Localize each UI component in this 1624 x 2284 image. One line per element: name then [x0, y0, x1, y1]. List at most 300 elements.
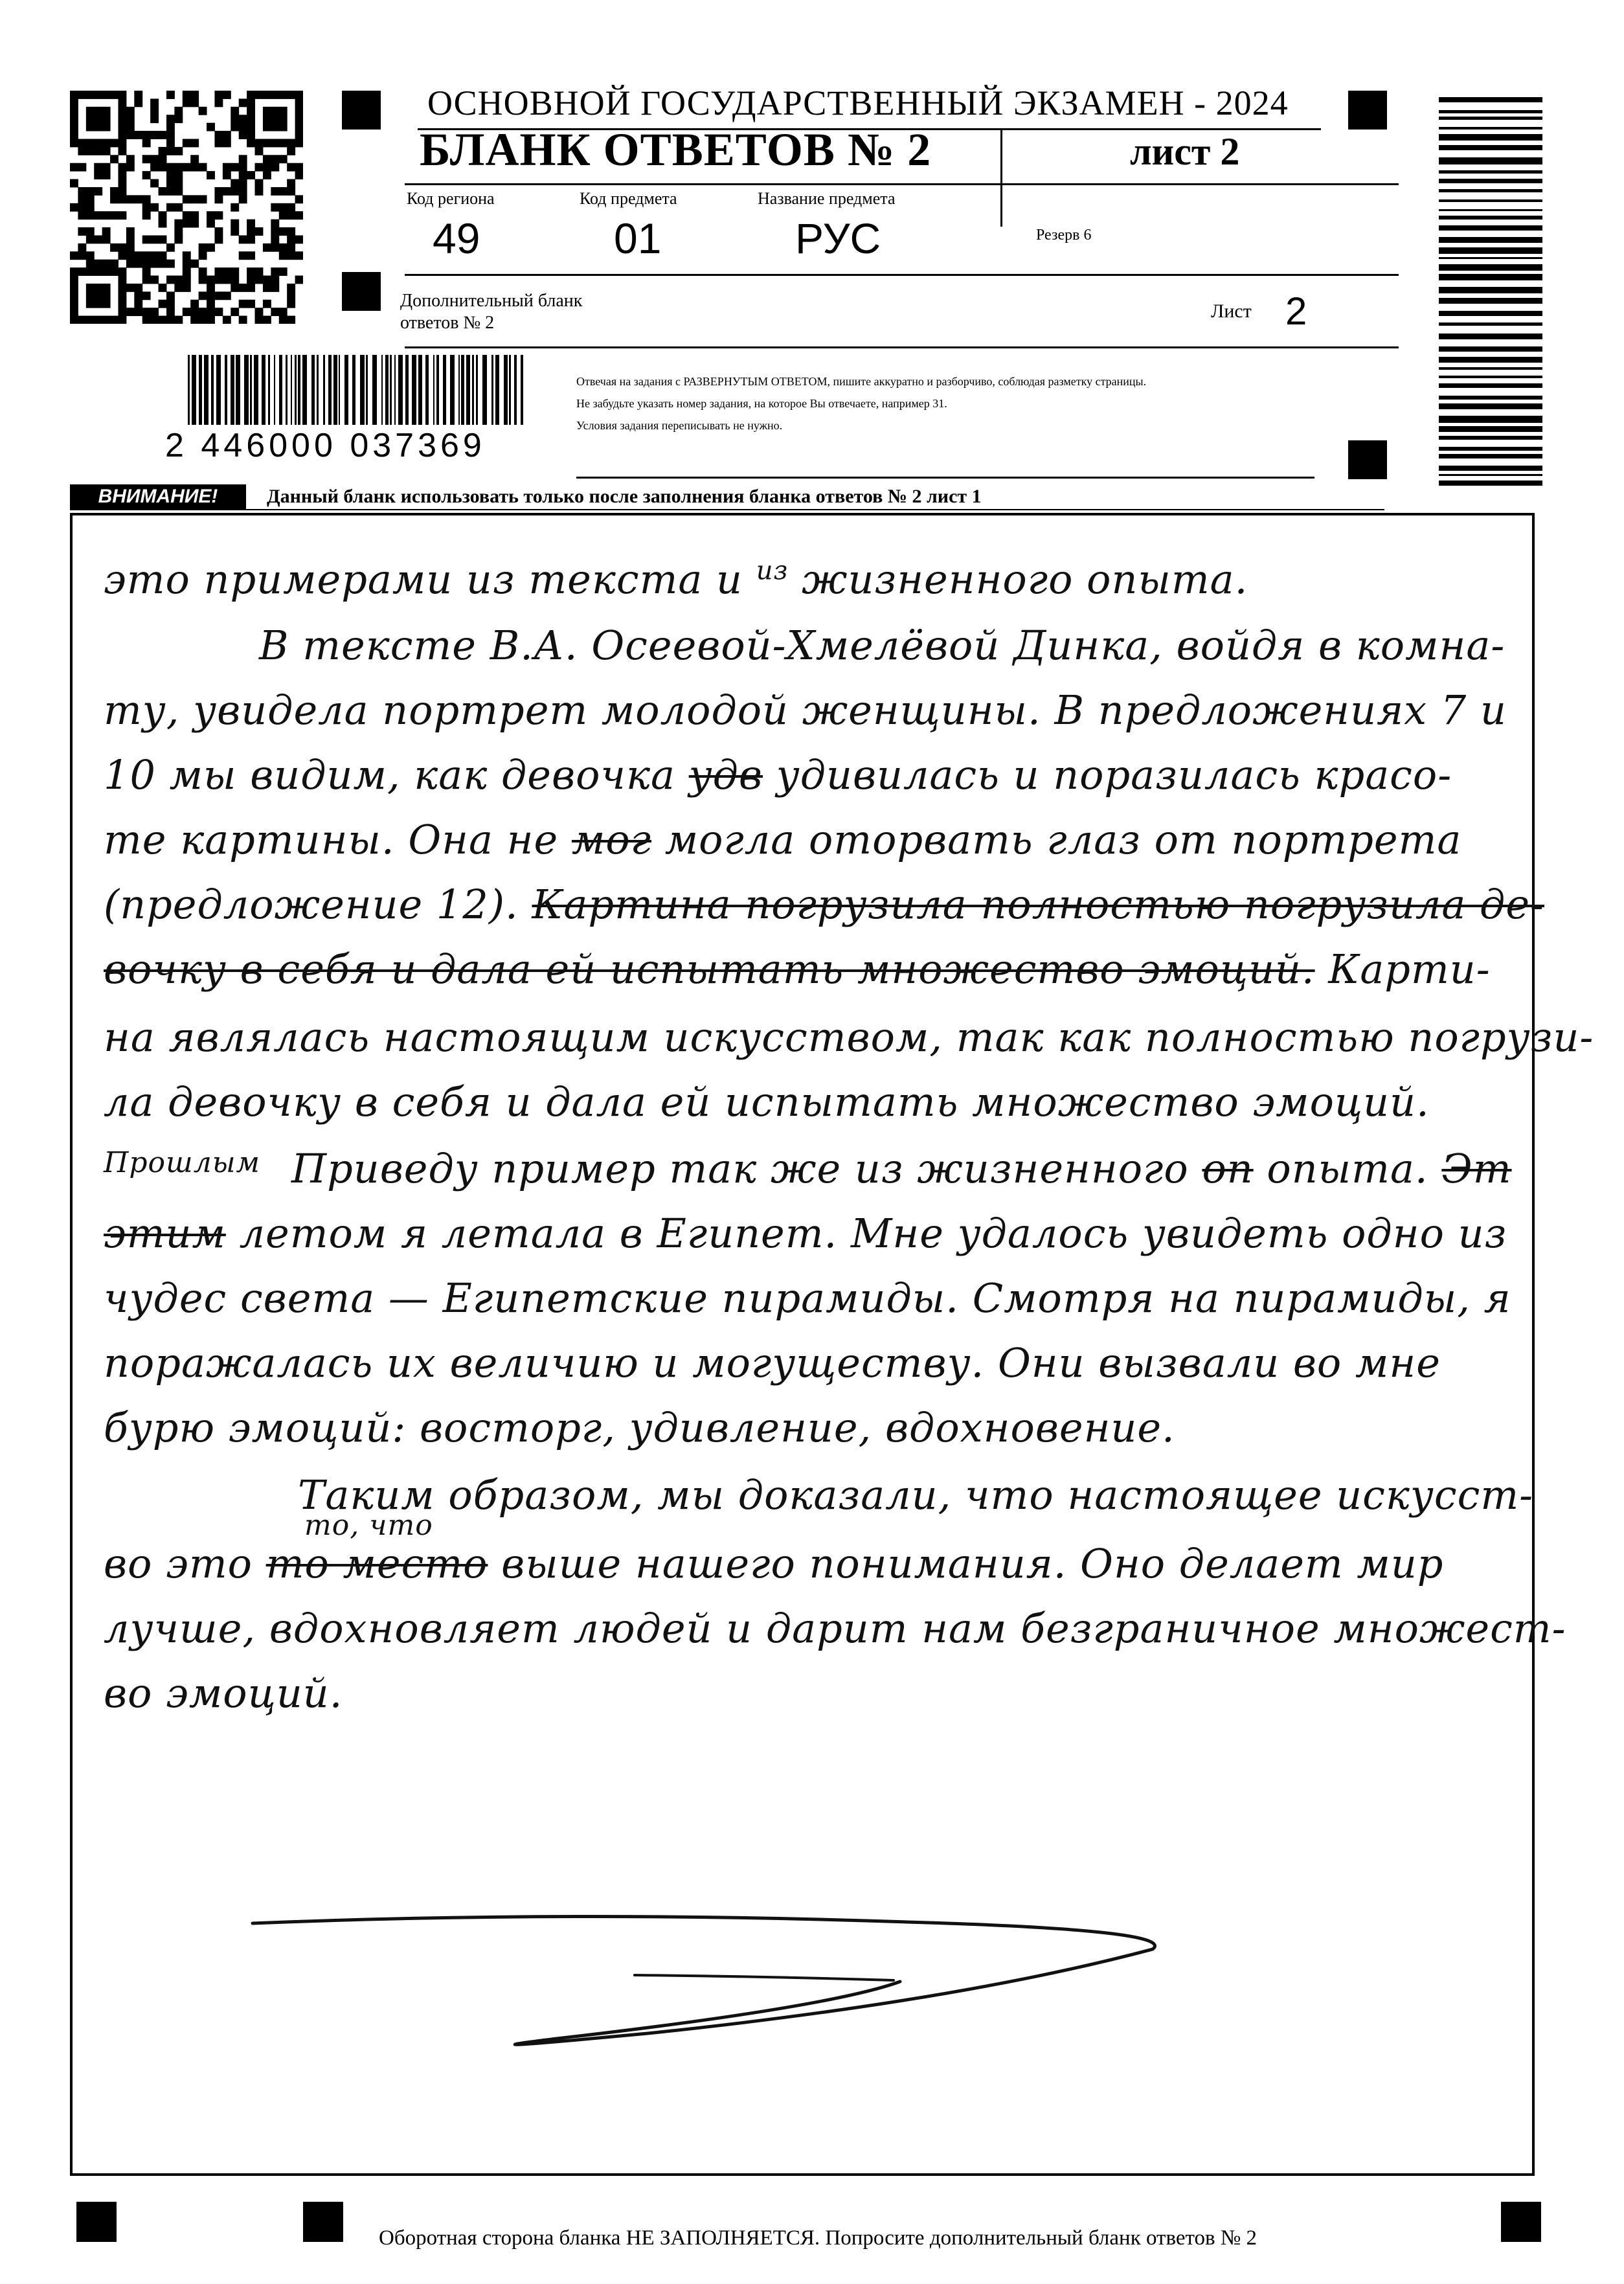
side-barcode-bar — [1439, 216, 1542, 220]
barcode-bar — [225, 355, 227, 425]
barcode-bar — [461, 355, 464, 425]
qr-module — [287, 284, 295, 292]
barcode-bar — [317, 355, 319, 425]
qr-module — [86, 300, 95, 308]
linear-barcode — [188, 355, 524, 425]
qr-module — [279, 123, 288, 131]
qr-module — [94, 115, 102, 123]
qr-module — [279, 211, 288, 220]
barcode-bar — [254, 355, 258, 425]
qr-module — [70, 139, 78, 147]
qr-module — [159, 300, 167, 308]
barcode-bar — [476, 355, 478, 425]
qr-module — [279, 107, 288, 115]
qr-module — [150, 179, 159, 188]
qr-module — [295, 211, 303, 220]
qr-module — [118, 147, 126, 155]
qr-module — [207, 284, 215, 292]
side-barcode-bar — [1439, 357, 1542, 363]
registration-marker — [1348, 91, 1387, 130]
barcode-bar — [323, 355, 325, 425]
barcode-bar — [328, 355, 332, 425]
qr-module — [183, 91, 191, 99]
qr-module — [239, 98, 247, 107]
qr-module — [134, 251, 142, 260]
qr-module — [174, 147, 183, 155]
registration-marker — [342, 91, 381, 130]
qr-module — [279, 187, 288, 196]
qr-module — [102, 107, 111, 115]
side-barcode-bar — [1439, 145, 1542, 150]
qr-module — [263, 284, 271, 292]
side-barcode-bar — [1439, 287, 1542, 293]
barcode-bar — [236, 355, 240, 425]
qr-module — [207, 211, 215, 220]
qr-module — [110, 267, 118, 276]
side-barcode-bar — [1439, 134, 1542, 141]
qr-module — [134, 300, 142, 308]
qr-module — [223, 139, 231, 147]
barcode-bar — [298, 355, 300, 425]
hw-insert: из — [756, 556, 789, 586]
qr-module — [190, 308, 199, 316]
qr-module — [247, 98, 255, 107]
qr-module — [279, 251, 288, 260]
qr-module — [231, 115, 239, 123]
qr-module — [287, 251, 295, 260]
qr-module — [150, 107, 159, 115]
qr-module — [287, 203, 295, 212]
qr-module — [247, 123, 255, 131]
qr-module — [223, 131, 231, 139]
qr-module — [174, 235, 183, 243]
qr-module — [271, 107, 279, 115]
qr-module — [295, 276, 303, 284]
qr-module — [255, 147, 264, 155]
qr-module — [287, 243, 295, 252]
handwritten-line: В тексте В.А. Осеевой-Хмелёвой Динка, войдя в комна- — [259, 622, 1506, 669]
barcode-bar — [521, 355, 523, 425]
qr-module — [287, 91, 295, 99]
barcode-bar — [188, 355, 190, 425]
qr-module — [102, 139, 111, 147]
qr-module — [207, 291, 215, 300]
qr-module — [86, 107, 95, 115]
qr-module — [255, 179, 264, 188]
handwritten-line — [104, 816, 1461, 863]
qr-module — [247, 131, 255, 139]
side-barcode-bar — [1439, 209, 1542, 211]
qr-module — [231, 179, 239, 188]
qr-module — [207, 308, 215, 316]
qr-module — [142, 211, 151, 220]
qr-module — [118, 284, 126, 292]
qr-module — [94, 139, 102, 147]
warning-badge: ВНИМАНИЕ! — [70, 484, 246, 509]
qr-module — [295, 107, 303, 115]
qr-module — [102, 235, 111, 243]
handwritten-line: во эмоций. — [104, 1669, 343, 1717]
hw-text: Приведу пример так же из жизненного — [291, 1145, 1189, 1192]
qr-module — [174, 276, 183, 284]
handwritten-line: ла девочку в себя и дала ей испытать множество эмоций. — [104, 1078, 1430, 1125]
qr-module — [94, 187, 102, 196]
qr-module — [271, 187, 279, 196]
hw-text: удивилась и поразилась красо- — [776, 751, 1452, 798]
barcode-bar — [339, 355, 340, 425]
barcode-bar — [458, 355, 460, 425]
divider — [70, 509, 1384, 510]
qr-module — [70, 300, 78, 308]
handwritten-line — [104, 1210, 1507, 1257]
qr-module — [239, 123, 247, 131]
qr-module — [231, 276, 239, 284]
barcode-bar — [291, 355, 292, 425]
qr-module — [118, 115, 126, 123]
qr-module — [214, 227, 223, 236]
qr-module — [86, 291, 95, 300]
hw-strikethrough: мог — [571, 816, 652, 863]
qr-module — [86, 203, 95, 212]
qr-module — [214, 131, 223, 139]
qr-module — [279, 155, 288, 163]
qr-module — [110, 316, 118, 324]
qr-module — [190, 155, 199, 163]
qr-module — [271, 308, 279, 316]
qr-module — [223, 291, 231, 300]
qr-module — [118, 211, 126, 220]
qr-module — [78, 316, 86, 324]
qr-module — [199, 316, 207, 324]
qr-module — [159, 316, 167, 324]
subject-name-label: Название предмета — [758, 189, 896, 208]
side-barcode-bar — [1439, 322, 1542, 326]
qr-module — [231, 284, 239, 292]
handwritten-line: на являлась настоящим искусством, так как полностью погрузи- — [104, 1013, 1594, 1061]
qr-module — [126, 227, 135, 236]
hw-strikethrough: вочку в себя и дала ей испытать множество эмоций. — [104, 945, 1315, 993]
barcode-bar — [344, 355, 348, 425]
qr-module — [118, 163, 126, 172]
qr-module — [166, 115, 175, 123]
qr-module — [271, 284, 279, 292]
qr-module — [214, 308, 223, 316]
qr-module — [134, 91, 142, 99]
qr-module — [207, 276, 215, 284]
barcode-bar — [352, 355, 355, 425]
side-barcode-bar — [1439, 454, 1542, 458]
qr-module — [255, 276, 264, 284]
qr-module — [70, 107, 78, 115]
qr-module — [263, 155, 271, 163]
qr-module — [78, 147, 86, 155]
qr-module — [102, 267, 111, 276]
handwritten-line: лучше, вдохновляет людей и дарит нам безграничное множест- — [104, 1605, 1566, 1652]
qr-module — [159, 131, 167, 139]
registration-marker — [342, 272, 381, 311]
hw-text: Карти- — [1328, 945, 1491, 993]
qr-module — [118, 251, 126, 260]
qr-module — [287, 147, 295, 155]
instruction-line: Отвечая на задания с РАЗВЕРНУТЫМ ОТВЕТОМ, пишите аккуратно и разборчиво, соблюдая разметку страницы. — [576, 375, 1147, 388]
qr-module — [159, 284, 167, 292]
qr-module — [263, 243, 271, 252]
instruction-line: Условия задания переписывать не нужно. — [576, 419, 783, 432]
qr-module — [166, 187, 175, 196]
qr-module — [239, 284, 247, 292]
qr-module — [247, 300, 255, 308]
qr-module — [247, 115, 255, 123]
side-barcode-bar — [1439, 334, 1542, 339]
qr-module — [174, 220, 183, 228]
qr-module — [86, 139, 95, 147]
cancellation-stroke — [246, 1904, 1191, 2059]
qr-module — [110, 195, 118, 203]
qr-module — [207, 300, 215, 308]
qr-module — [70, 115, 78, 123]
list-number: 2 — [1285, 289, 1307, 333]
qr-module — [231, 107, 239, 115]
qr-module — [70, 251, 78, 260]
qr-module — [134, 131, 142, 139]
barcode-bar — [311, 355, 315, 425]
qr-module — [239, 300, 247, 308]
qr-module — [207, 171, 215, 179]
qr-module — [174, 227, 183, 236]
qr-module — [214, 291, 223, 300]
barcode-bar — [360, 355, 365, 425]
qr-module — [159, 260, 167, 268]
region-code: 49 — [433, 214, 480, 262]
qr-module — [295, 235, 303, 243]
qr-module — [126, 235, 135, 243]
qr-module — [78, 243, 86, 252]
qr-module — [142, 291, 151, 300]
qr-module — [279, 91, 288, 99]
qr-module — [190, 98, 199, 107]
qr-module — [126, 308, 135, 316]
side-barcode-bar — [1439, 97, 1542, 102]
side-barcode-bar — [1439, 127, 1542, 130]
qr-module — [70, 308, 78, 316]
qr-module — [142, 155, 151, 163]
qr-module — [166, 243, 175, 252]
qr-module — [142, 316, 151, 324]
barcode-bar — [216, 355, 221, 425]
warning-text: Данный бланк использовать только после заполнения бланка ответов № 2 лист 1 — [267, 486, 982, 507]
qr-module — [126, 107, 135, 115]
barcode-bar — [509, 355, 511, 425]
barcode-bar — [390, 355, 392, 425]
handwritten-line: Таким образом, мы доказали, что настоящее искусст- — [298, 1471, 1534, 1519]
qr-module — [199, 276, 207, 284]
qr-module — [174, 115, 183, 123]
barcode-bar — [425, 355, 429, 425]
handwritten-line: бурю эмоций: восторг, удивление, вдохновение. — [104, 1404, 1175, 1451]
qr-module — [94, 163, 102, 172]
reserve-field: Резерв 6 — [1036, 227, 1092, 243]
qr-module — [78, 91, 86, 99]
qr-module — [271, 220, 279, 228]
qr-module — [102, 163, 111, 172]
qr-module — [247, 284, 255, 292]
barcode-bar — [192, 355, 196, 425]
side-barcode-bar — [1439, 117, 1542, 120]
qr-module — [126, 195, 135, 203]
qr-module — [279, 267, 288, 276]
side-barcode-bar — [1439, 426, 1542, 432]
qr-module — [118, 243, 126, 252]
side-barcode-bar — [1439, 474, 1542, 476]
qr-module — [183, 139, 191, 147]
qr-module — [287, 300, 295, 308]
qr-module — [239, 155, 247, 163]
qr-module — [223, 267, 231, 276]
barcode-bar — [385, 355, 389, 425]
qr-module — [207, 123, 215, 131]
qr-module — [86, 123, 95, 131]
qr-module — [150, 155, 159, 163]
qr-module — [134, 98, 142, 107]
qr-module — [102, 300, 111, 308]
qr-module — [142, 195, 151, 203]
qr-module — [247, 276, 255, 284]
qr-module — [199, 107, 207, 115]
qr-module — [102, 291, 111, 300]
qr-module — [247, 227, 255, 236]
hw-text: те картины. Она не — [104, 816, 559, 863]
qr-module — [150, 276, 159, 284]
qr-module — [183, 251, 191, 260]
qr-module — [223, 316, 231, 324]
qr-module — [94, 291, 102, 300]
qr-module — [183, 284, 191, 292]
side-barcode-bar — [1439, 416, 1542, 423]
handwritten-line — [104, 556, 1248, 603]
qr-module — [295, 123, 303, 131]
qr-module — [295, 163, 303, 172]
barcode-bar — [433, 355, 434, 425]
qr-module — [94, 267, 102, 276]
qr-module — [78, 251, 86, 260]
qr-module — [94, 107, 102, 115]
qr-module — [126, 123, 135, 131]
qr-module — [70, 179, 78, 188]
qr-module — [190, 300, 199, 308]
qr-module — [174, 203, 183, 212]
qr-module — [118, 267, 126, 276]
qr-module — [118, 316, 126, 324]
barcode-bar — [366, 355, 368, 425]
qr-module — [142, 203, 151, 212]
qr-module — [287, 179, 295, 188]
qr-module — [94, 316, 102, 324]
qr-module — [150, 260, 159, 268]
qr-module — [279, 115, 288, 123]
qr-module — [247, 267, 255, 276]
qr-module — [174, 107, 183, 115]
qr-module — [183, 267, 191, 276]
qr-module — [159, 155, 167, 163]
side-barcode-bar — [1439, 367, 1542, 370]
registration-marker — [1348, 440, 1387, 479]
barcode-bar — [482, 355, 487, 425]
qr-module — [166, 260, 175, 268]
qr-module — [126, 243, 135, 252]
barcode-bar — [472, 355, 474, 425]
qr-module — [94, 260, 102, 268]
qr-module — [231, 220, 239, 228]
qr-module — [239, 115, 247, 123]
qr-module — [70, 316, 78, 324]
qr-module — [214, 139, 223, 147]
hw-strikethrough: то место — [265, 1540, 488, 1587]
qr-module — [110, 139, 118, 147]
qr-module — [279, 316, 288, 324]
barcode-bar — [244, 355, 249, 425]
barcode-bar — [199, 355, 202, 425]
barcode-bar — [436, 355, 439, 425]
qr-module — [94, 171, 102, 179]
additional-form-label: Дополнительный бланк ответов № 2 — [400, 291, 583, 333]
qr-module — [190, 195, 199, 203]
hw-text: это примерами из текста и — [104, 556, 743, 603]
qr-module — [70, 91, 78, 99]
qr-module — [159, 220, 167, 228]
qr-module — [150, 203, 159, 212]
qr-module — [231, 308, 239, 316]
qr-module — [150, 316, 159, 324]
qr-module — [166, 139, 175, 147]
qr-module — [255, 187, 264, 196]
qr-module — [263, 107, 271, 115]
qr-module — [110, 155, 118, 163]
qr-module — [199, 195, 207, 203]
qr-module — [271, 123, 279, 131]
handwritten-note: Прошлым — [104, 1146, 261, 1179]
divider — [405, 274, 1399, 276]
qr-module — [86, 227, 95, 236]
side-barcode — [1439, 97, 1542, 486]
qr-module — [86, 260, 95, 268]
qr-module — [263, 276, 271, 284]
barcode-bar — [412, 355, 416, 425]
side-barcode-bar — [1439, 225, 1542, 231]
handwritten-note: то, что — [304, 1509, 433, 1542]
barcode-bar — [279, 355, 282, 425]
qr-module — [102, 211, 111, 220]
hw-strikethrough: этим — [104, 1210, 226, 1257]
qr-module — [126, 260, 135, 268]
qr-module — [239, 235, 247, 243]
barcode-bar — [398, 355, 403, 425]
qr-module — [255, 308, 264, 316]
hw-strikethrough: удв — [688, 751, 763, 798]
qr-module — [199, 243, 207, 252]
qr-module — [214, 267, 223, 276]
qr-module — [199, 251, 207, 260]
qr-module — [287, 187, 295, 196]
qr-module — [183, 220, 191, 228]
barcode-bar — [491, 355, 493, 425]
handwritten-line — [104, 1540, 1443, 1587]
qr-module — [126, 115, 135, 123]
qr-module — [183, 211, 191, 220]
qr-module — [166, 203, 175, 212]
qr-module — [78, 203, 86, 212]
qr-module — [142, 260, 151, 268]
barcode-bar — [274, 355, 275, 425]
